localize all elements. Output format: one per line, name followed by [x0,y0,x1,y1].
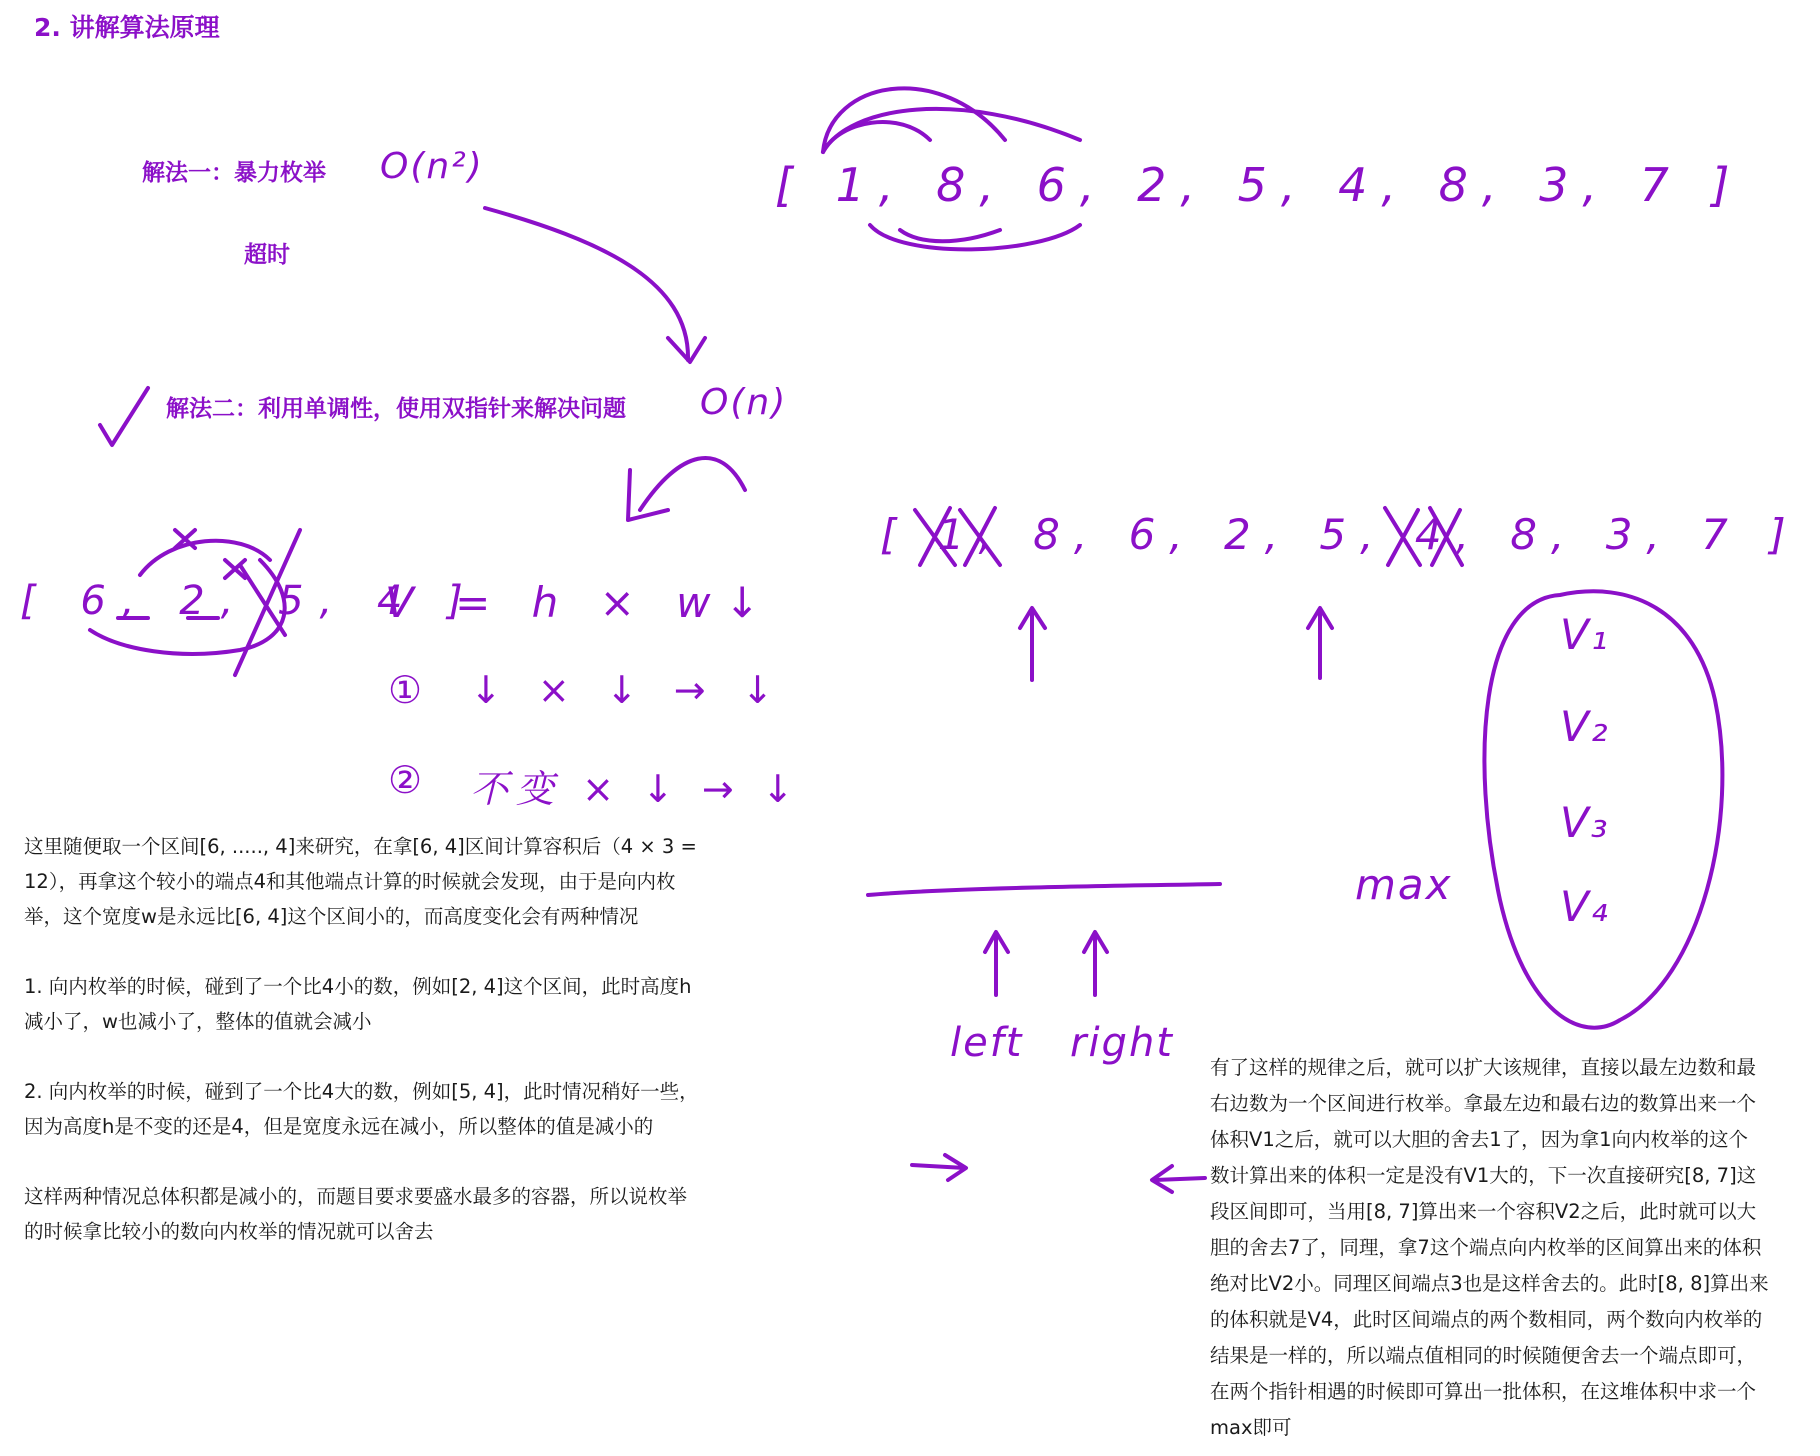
left-text-line: 这里随便取一个区间[6, ....., 4]来研究，在拿[6, 4]区间计算容积后（4 × 3 = [24,835,697,858]
right-text-line: 体积V1之后，就可以大胆的舍去1了，因为拿1向内枚举的这个 [1210,1128,1749,1151]
top-array-under-arc [900,230,1000,241]
cross-mark [960,508,1000,565]
down-arrow-head [628,470,668,520]
left-text-line: 这样两种情况总体积都是减小的，而题目要求要盛水最多的容器，所以说枚举 [24,1185,688,1208]
left-up-arrow [985,932,1008,995]
right-text-line: 的体积就是V4，此时区间端点的两个数相同，两个数向内枚举的 [1210,1308,1763,1331]
cross-mark [1430,508,1462,565]
case1-number: ① [388,668,425,712]
up-arrow-left [1020,608,1045,680]
small-right-arrow [912,1155,966,1180]
right-text-line: 右边数为一个区间进行枚举。拿最左边和最右边的数算出来一个 [1210,1092,1757,1115]
right-text-line: 绝对比V2小。同理区间端点3也是这样舍去的。此时[8, 8]算出来 [1210,1272,1769,1295]
right-text-line: 结果是一样的，所以端点值相同的时候随便舍去一个端点即可， [1210,1344,1757,1367]
left-text-line: 举，这个宽度w是永远比[6, 4]这个区间小的，而高度变化会有两种情况 [24,905,639,928]
formula-main: V = h × w↓ [385,578,774,627]
left-text-line: 减小了，w也减小了，整体的值就会减小 [24,1010,372,1033]
checkmark-icon [100,388,148,445]
solution2-complexity: O(n) [700,382,788,423]
down-arrow-curve [640,458,745,510]
right-text-line: 有了这样的规律之后，就可以扩大该规律，直接以最左边数和最 [1210,1056,1757,1079]
right-text-line: 在两个指针相遇的时候即可算出一批体积，在这堆体积中求一个 [1210,1380,1757,1403]
right-text-line: max即可 [1210,1416,1292,1439]
small-array-big-cross [235,530,300,675]
right-up-arrow [1084,932,1107,995]
cross-mark [915,508,955,565]
top-array-arc [823,88,1005,152]
volume-v3: V₃ [1560,798,1610,847]
solution1-label: 解法一：暴力枚举 [142,160,326,186]
left-text-line: 的时候拿比较小的数向内枚举的情况就可以舍去 [24,1220,434,1243]
solution1-complexity: O(n²) [380,146,484,187]
left-text-line: 2. 向内枚举的时候，碰到了一个比4大的数，例如[5, 4]，此时情况稍好一些， [24,1080,699,1103]
pointer-line [868,884,1220,895]
left-text-line: 12），再拿这个较小的端点4和其他端点计算的时候就会发现，由于是向内枚 [24,870,676,893]
right-text-line: 段区间即可，当用[8, 7]算出来一个容积V2之后，此时就可以大 [1210,1200,1757,1223]
section-heading: 2. 讲解算法原理 [34,13,220,42]
right-text-line: 胆的舍去7了，同理，拿7这个端点向内枚举的区间算出来的体积 [1210,1236,1762,1259]
small-array: [ 6, 2, 5, 4 ] [20,578,479,624]
case1-formula: ↓ × ↓ → ↓ [470,668,786,712]
small-array-circle-arc [140,541,270,575]
volume-ellipse [1484,591,1722,1027]
volume-v2: V₂ [1560,702,1610,751]
top-array-arc [823,122,930,152]
small-array-ellipse [90,560,285,654]
solution1-result: 超时 [244,242,290,268]
max-label: max [1355,860,1453,909]
case2-formula: 不变 × ↓ → ↓ [470,767,802,811]
left-text-line: 因为高度h是不变的还是4，但是宽度永远在减小，所以整体的值是减小的 [24,1115,654,1138]
left-pointer-label: left [950,1020,1024,1066]
up-arrow-right [1308,608,1332,678]
cross-mark [1385,508,1420,565]
volume-v1: V₁ [1560,610,1610,659]
top-array: [ 1, 8, 6, 2, 5, 4, 8, 3, 7 ] [775,158,1744,212]
volume-v4: V₄ [1560,882,1610,931]
case2-number: ② [388,758,425,802]
top-array-arc [823,109,1080,152]
solution2-label: 解法二：利用单调性，使用双指针来解决问题 [166,396,626,422]
small-left-arrow [1152,1166,1205,1192]
mid-array: [ 1, 8, 6, 2, 5, 4, 8, 3, 7 ] [880,510,1800,559]
right-pointer-label: right [1070,1020,1174,1066]
curve-arrow-solution1-to-2 [485,208,688,360]
left-text-line: 1. 向内枚举的时候，碰到了一个比4小的数，例如[2, 4]这个区间，此时高度h [24,975,692,998]
right-text-line: 数计算出来的体积一定是没有V1大的，下一次直接研究[8, 7]这 [1210,1164,1757,1187]
